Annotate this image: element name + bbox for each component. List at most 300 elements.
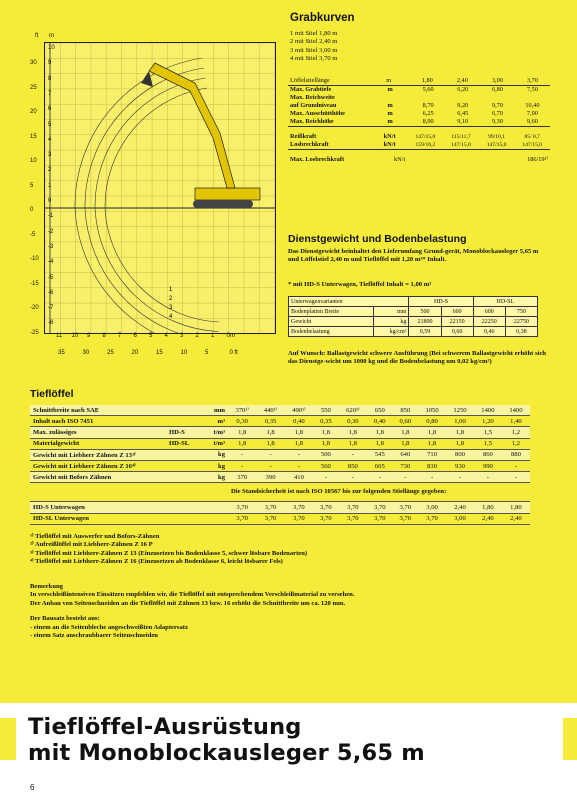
x-m-tick-label: 6	[133, 333, 137, 339]
weights-cell: 500	[409, 307, 441, 317]
weights-head-row	[289, 297, 538, 307]
grab-list	[290, 30, 337, 63]
bemerkung	[30, 583, 550, 640]
ft-tick-label: -5	[30, 231, 36, 238]
weights-cell: 0,38	[505, 327, 537, 337]
x-m-tick-label: 9	[87, 333, 91, 339]
tief-value: 550	[313, 405, 339, 416]
weights-cell: Bodenbelastung	[289, 327, 374, 337]
spec-value: 5,60	[422, 86, 434, 93]
tief-value: 640	[393, 449, 419, 460]
spec-value	[515, 94, 550, 102]
tief-stab-row	[30, 502, 530, 513]
footnote: ⁴⁾ Tieflöffel mit Liebherr-Zähnen Z 16 (Einzusetzen ab Bodenklasse 6, leicht lösbarer Fels)	[30, 558, 283, 566]
weights-cell: 0,59	[409, 327, 441, 337]
tief-stab-value: 3,70	[256, 502, 284, 513]
weights-cell: 750	[505, 307, 537, 317]
x-m-tick-label: 0m	[226, 333, 235, 339]
tief-unit: t/m³	[200, 438, 228, 449]
m-tick-label: 5	[48, 121, 52, 128]
tief-stab-value: 3,70	[339, 513, 367, 524]
tief-row	[30, 416, 530, 427]
tief-value: 1,8	[228, 438, 256, 449]
tief-value: 1,8	[418, 427, 446, 438]
tief-stab-value: 1,80	[474, 502, 502, 513]
footnotes	[30, 533, 550, 567]
tief-row	[30, 460, 530, 471]
tief-value: 1,8	[256, 438, 284, 449]
x-m-tick-label: 8	[102, 333, 106, 339]
tief-stab-value: 2,40	[446, 502, 474, 513]
tief-value: 1,40	[502, 416, 530, 427]
excavator-tracks	[193, 200, 253, 208]
ft-tick-label: 5	[30, 182, 34, 189]
curve-label: 1	[169, 287, 173, 293]
spec-unit: m	[387, 110, 393, 117]
tief-label: Gewicht mit Bofors Zähnen	[30, 472, 166, 483]
spec-row	[288, 94, 550, 102]
tief-value: 1,8	[367, 427, 393, 438]
tief-value: 545	[367, 449, 393, 460]
spec-rows-table	[288, 86, 550, 127]
max-losbrech-value: 186/19²⁾	[527, 156, 548, 163]
spec-value: 7,00	[526, 110, 538, 117]
grab-curves-chart	[44, 42, 276, 334]
tief-value: 370	[228, 472, 256, 483]
bausatz-title: Der Bausatz besteht aus:	[30, 615, 100, 623]
tief-value: 1,8	[446, 427, 474, 438]
weights-cell: 21800	[409, 317, 441, 327]
grab-item: 3 mit Stiel 3,00 m	[290, 46, 338, 54]
tief-stab-label: HD-S Unterwagen	[30, 502, 228, 513]
tief-value: 1,8	[285, 427, 313, 438]
tief-value: 1,2	[502, 438, 530, 449]
spec-row	[288, 110, 550, 118]
spec-label: Max. Reichweite	[290, 94, 335, 101]
x-ft-tick-label: 25	[107, 350, 114, 356]
curve-label: 2	[169, 296, 173, 302]
ft-tick-label: -10	[30, 256, 39, 262]
spec-value	[480, 94, 515, 102]
weights-cell: 0,46	[473, 327, 505, 337]
spec-value: 9,10	[457, 118, 469, 125]
bemerkung-title: Bemerkung	[30, 583, 63, 590]
tief-unit: mm	[200, 405, 228, 416]
tief-sub	[166, 405, 200, 416]
tief-value: -	[502, 472, 530, 483]
tief-value: 1400	[474, 405, 502, 416]
tief-unit: m³	[200, 416, 228, 427]
tief-value: 410	[285, 472, 313, 483]
footnote: ³⁾ Tieflöffel mit Liebherr-Zähnen Z 13 (Einzusetzen bis Bodenklasse 5, schwer lösbare Bodenarten)	[30, 549, 308, 557]
spec-unit	[386, 94, 411, 102]
tief-value: -	[393, 472, 419, 483]
x-m-tick-label: 2	[195, 333, 199, 339]
ft-tick-label: -25	[30, 329, 39, 336]
spec-block	[288, 77, 550, 164]
tief-value: 710	[418, 449, 446, 460]
chart-canvas	[45, 43, 275, 333]
dienst-text: Das Dienstgewicht beinhaltet den Lieferumfang Grund-gerät, Monoblockausleger 5,65 m und Löffelstiel 2,40 m und Tieflöffel mit 1,20 m³* Inhalt.	[288, 248, 539, 263]
tief-sub: HD-SL	[166, 438, 200, 449]
force-rows-table	[288, 133, 550, 150]
ft-tick-label: 20	[30, 109, 37, 115]
ft-tick-label: 15	[30, 133, 37, 140]
force-value: 147/15,0	[522, 142, 543, 148]
page-title-line1: Tieflöffel-Ausrüstung	[28, 714, 302, 740]
page-title	[28, 714, 425, 766]
force-value: 85/ 8,7	[524, 134, 540, 140]
tief-stability-text: Die Standsicherheit ist nach ISO 10567 bis zur folgenden Stiellänge gegeben:	[228, 483, 530, 502]
weights-row	[289, 307, 538, 317]
bemerkung-line: Der Anbau von Seitenschneiden an die Tieflöffel mit Zähnen 13 bzw. 16 erhöht die Schnittbreite um ca. 120 mm.	[30, 599, 346, 607]
page-title-line2: mit Monoblockausleger 5,65 m	[28, 740, 425, 766]
spec-label: auf Grundniveau	[290, 102, 337, 109]
tief-stab-value: 3,70	[367, 513, 393, 524]
excavator-body	[195, 188, 260, 200]
dienst-wunsch: Auf Wunsch: Ballastgewicht schwere Ausführung (Bei schwerem Ballastgewicht erhöht sich das Dienstge-wicht um 1000 kg und die Bodenbelastung um 0,02 kg/cm²)	[288, 350, 546, 365]
weights-cell: 0,60	[441, 327, 473, 337]
tief-stab-value: 3,70	[285, 513, 313, 524]
tief-stab-value: 3,70	[393, 513, 419, 524]
max-losbrech-label: Max. Losbrechkraft	[290, 156, 345, 163]
tief-value: 1,8	[418, 438, 446, 449]
tief-value: -	[502, 460, 530, 471]
tief-stab-row	[30, 513, 530, 524]
tief-value: -	[313, 472, 339, 483]
tief-value: 880	[502, 449, 530, 460]
ft-axis-label: ft	[35, 33, 39, 39]
tief-value: -	[285, 449, 313, 460]
spec-unit: m	[387, 118, 393, 125]
tief-value: 1,2	[502, 427, 530, 438]
tief-value: 1,5	[474, 438, 502, 449]
tief-value: 0,80	[418, 416, 446, 427]
tief-value: 390	[256, 472, 284, 483]
tief-stability-spacer	[30, 483, 228, 502]
tief-label: Inhalt nach ISO 7451	[30, 416, 166, 427]
spec-value: 6,80	[491, 86, 503, 93]
tief-value: 850	[393, 405, 419, 416]
ft-tick-label: 30	[30, 60, 37, 66]
dienst-note: * mit HD-S Unterwagen, Tieflöffel Inhalt = 1,00 m³	[288, 281, 432, 288]
weights-table	[288, 296, 538, 337]
weights-row	[289, 327, 538, 337]
spec-unit: m	[386, 77, 392, 84]
tief-label: Max. zulässiges	[30, 427, 166, 438]
grab-item: 4 mit Stiel 3,70 m	[290, 54, 338, 62]
tief-row	[30, 405, 530, 416]
m-tick-label: 3	[48, 152, 52, 159]
spec-value: 6,70	[491, 110, 503, 117]
tief-value: -	[446, 472, 474, 483]
spec-value: 9,20	[457, 102, 469, 109]
tief-value: 1,8	[367, 438, 393, 449]
x-m-tick-label: 4	[164, 333, 168, 339]
left-accent-bar	[0, 718, 16, 760]
weights-cell: 22250	[473, 317, 505, 327]
spec-label: Löffelstiellänge	[290, 77, 330, 84]
tief-value: 1,20	[474, 416, 502, 427]
grab-item: 1 mit Stiel 1,80 m	[290, 30, 338, 37]
force-row	[288, 141, 550, 150]
tief-value: 650	[367, 405, 393, 416]
tief-label: Gewicht mit Liebherr Zähnen Z 13³⁾	[30, 449, 166, 460]
force-value: 147/15,0	[415, 134, 436, 140]
tief-label: Materialgewicht	[30, 438, 166, 449]
spec-value: 10,40	[525, 102, 540, 109]
tief-value: 0,30	[339, 416, 367, 427]
weights-cell: 22750	[505, 317, 537, 327]
tief-stab-value: 2,40	[474, 513, 502, 524]
m-tick-label: -8	[48, 320, 54, 327]
m-tick-label: -6	[48, 289, 54, 296]
spec-value: 3,70	[526, 77, 538, 84]
footnote: ²⁾ Aufreißlöffel mit Liebherr-Zähnen Z 16 P	[30, 541, 153, 549]
tief-sub	[166, 472, 200, 483]
spec-value: 6,25	[422, 110, 434, 117]
tief-value: 1250	[446, 405, 474, 416]
force-unit: kN/t	[383, 133, 396, 140]
tief-label: Gewicht mit Liebherr Zähnen Z 16⁴⁾	[30, 460, 166, 471]
tief-value: 1,8	[285, 438, 313, 449]
tief-value: -	[256, 460, 284, 471]
x-m-tick-label: 1	[211, 333, 215, 339]
ft-tick-label: 0	[30, 207, 34, 213]
spec-value: 3,00	[491, 77, 503, 84]
tief-value: -	[367, 472, 393, 483]
tief-unit: kg	[200, 472, 228, 483]
tief-value: 1,8	[313, 427, 339, 438]
tief-value: 0,35	[313, 416, 339, 427]
x-ft-tick-label: 15	[156, 350, 163, 356]
m-tick-label: -3	[48, 243, 54, 250]
ft-tick-label: 25	[30, 84, 37, 91]
tief-stab-value: 3,70	[256, 513, 284, 524]
spec-header-table	[288, 77, 550, 86]
tief-sub	[166, 460, 200, 471]
m-axis-label: m	[49, 33, 54, 39]
tief-value: 730	[393, 460, 419, 471]
tief-stab-value: 2,40	[502, 513, 530, 524]
tief-stab-value: 1,80	[502, 502, 530, 513]
spec-value: 9,30	[491, 118, 503, 125]
m-tick-label: 2	[48, 167, 52, 174]
tief-value: 930	[446, 460, 474, 471]
x-ft-tick-label: 10	[180, 350, 188, 356]
spec-label: Max. Grabtiefe	[290, 86, 332, 93]
tief-label: Schnittbreite nach SAE	[30, 405, 166, 416]
tief-value: -	[339, 472, 367, 483]
tief-value: 1,8	[393, 438, 419, 449]
spec-unit: m	[387, 102, 393, 109]
tief-value: 1,8	[339, 438, 367, 449]
x-ft-tick-label: 20	[131, 350, 139, 356]
dienst-title: Dienstgewicht und Bodenbelastung	[288, 233, 467, 245]
tief-value: 605	[367, 460, 393, 471]
tief-value: -	[256, 449, 284, 460]
tief-stab-value: 3,70	[228, 502, 256, 513]
footnote: ¹⁾ Tieflöffel mit Auswerfer und Bofors-Zähnen	[30, 533, 160, 540]
tief-row	[30, 449, 530, 460]
ft-tick-label: -20	[30, 305, 39, 311]
weights-cell: 22150	[441, 317, 473, 327]
force-value: 147/15,0	[451, 142, 471, 148]
force-value: 159/16,2	[415, 142, 436, 148]
m-tick-label: 1	[48, 182, 52, 189]
weights-head-hds: HD-S	[409, 297, 473, 307]
tief-stab-value: 3,70	[313, 502, 339, 513]
weights-cell: 600	[473, 307, 505, 317]
tief-value: 1050	[418, 405, 446, 416]
grab-title: Grabkurven	[290, 12, 355, 24]
m-tick-label: 8	[48, 75, 52, 82]
tief-value: 0,40	[285, 416, 313, 427]
tief-value: 860	[474, 449, 502, 460]
x-m-tick-label: 10	[71, 333, 79, 339]
spec-label: Max. Ausschütthöhe	[290, 110, 345, 117]
bausatz-item: - einem Satz anschraubbarer Seitenschneiden	[30, 632, 158, 640]
tief-value: 850	[339, 460, 367, 471]
force-unit: kN/t	[383, 141, 396, 148]
weights-cell: kg	[374, 317, 409, 327]
tief-value: -	[228, 460, 256, 471]
m-tick-label: 10	[48, 45, 55, 51]
m-tick-label: 7	[48, 90, 52, 97]
weights-cell: Gewicht	[289, 317, 374, 327]
tief-stability-row	[30, 483, 530, 502]
m-tick-label: -4	[48, 259, 54, 266]
tief-value: 0,40	[367, 416, 393, 427]
tief-stab-value: 3,70	[285, 502, 313, 513]
spec-value: 1,80	[421, 77, 433, 84]
tief-value: 0,60	[393, 416, 419, 427]
force-value: 115/11,7	[451, 134, 471, 140]
m-tick-label: 4	[48, 136, 52, 143]
right-accent-bar	[563, 718, 577, 760]
spec-value: 8,70	[422, 102, 434, 109]
spec-value: 6,20	[457, 86, 469, 93]
tief-value: 500	[313, 449, 339, 460]
tief-value: 1,00	[446, 416, 474, 427]
tief-sub	[166, 449, 200, 460]
tief-value: 370¹⁾	[228, 405, 256, 416]
m-tick-label: -1	[48, 213, 54, 220]
x-m-tick-label: 7	[118, 333, 122, 339]
tief-value: 490¹⁾	[285, 405, 313, 416]
weights-cell: kg/cm²	[374, 327, 409, 337]
force-value: 147/15,0	[486, 142, 507, 148]
ft-tick-label: 10	[30, 158, 37, 164]
tief-stab-value: 3,00	[418, 502, 446, 513]
m-tick-label: -5	[48, 274, 54, 281]
m-tick-label: 0	[48, 198, 52, 204]
force-row	[288, 133, 550, 141]
spec-value	[445, 94, 480, 102]
tief-value: 0,35	[256, 416, 284, 427]
tief-value: 1,5	[474, 427, 502, 438]
x-m-tick-label: 5	[149, 333, 153, 339]
tief-value: -	[285, 460, 313, 471]
tief-stab-value: 3,70	[228, 513, 256, 524]
weights-cell: 600	[441, 307, 473, 317]
x-m-tick-label: 3	[180, 333, 184, 339]
spec-row	[288, 118, 550, 127]
x-ft-tick-label: 0 ft	[229, 350, 238, 356]
tief-value: 1,8	[313, 438, 339, 449]
tief-value: 800	[446, 449, 474, 460]
max-losbrech-unit: kN/t	[394, 156, 406, 163]
tief-stab-value: 3,70	[418, 513, 446, 524]
tief-stab-value: 3,70	[339, 502, 367, 513]
spec-value	[411, 94, 446, 102]
m-tick-label: 9	[48, 60, 52, 67]
tief-value: 1,8	[393, 427, 419, 438]
grab-item: 2 mit Stiel 2,40 m	[290, 38, 338, 46]
spec-value: 9,60	[526, 118, 538, 125]
spec-unit: m	[387, 86, 393, 93]
spec-value: 7,50	[526, 86, 538, 93]
bemerkung-line: In verschleißintensiven Einsätzen empfehlen wir, die Tieflöffel mit entsprechendem Verschleißmaterial zu versehen.	[30, 591, 355, 599]
tief-value: 1,8	[256, 427, 284, 438]
bausatz-item: - einem an die Seitenbleche angeschweißten Adaptersatz	[30, 623, 188, 631]
tief-sub: HD-S	[166, 427, 200, 438]
force-label: Reißkraft	[290, 133, 317, 140]
weights-head-hdsl: HD-SL	[473, 297, 537, 307]
tief-value: 0,30	[228, 416, 256, 427]
tief-value: 990	[474, 460, 502, 471]
weights-cell: mm	[374, 307, 409, 317]
spec-value: 9,70	[491, 102, 503, 109]
tief-value: -	[474, 472, 502, 483]
tief-row	[30, 472, 530, 483]
m-tick-label: 6	[48, 106, 52, 113]
tief-value: 440¹⁾	[256, 405, 284, 416]
spec-label: Max. Reichhöhe	[290, 118, 334, 125]
force-value: 99/10,1	[488, 134, 506, 140]
m-tick-label: -2	[48, 228, 54, 235]
tief-sub	[166, 416, 200, 427]
x-ft-tick-label: 30	[82, 350, 90, 356]
x-m-tick-label: 11	[56, 333, 63, 339]
tief-value: 1,8	[446, 438, 474, 449]
force-label: Losbrechkraft	[290, 141, 329, 148]
weights-head-label: Unterwagenvarianten	[289, 297, 409, 307]
tief-title: Tieflöffel	[30, 388, 74, 400]
ft-tick-label: -15	[30, 280, 39, 287]
tief-value: -	[418, 472, 446, 483]
tief-table	[30, 405, 530, 525]
tief-unit: kg	[200, 449, 228, 460]
x-ft-tick-label: 35	[58, 350, 65, 356]
weights-row	[289, 317, 538, 327]
tief-stab-value: 3,70	[313, 513, 339, 524]
m-tick-label: -7	[48, 305, 54, 312]
tief-value: 620²⁾	[339, 405, 367, 416]
tief-stab-value: 3,70	[367, 502, 393, 513]
tief-value: -	[228, 449, 256, 460]
tief-value: 1,8	[339, 427, 367, 438]
tief-value: 830	[418, 460, 446, 471]
tief-stab-value: 3,00	[446, 513, 474, 524]
tief-value: 1,8	[228, 427, 256, 438]
x-ft-tick-label: 5	[205, 350, 209, 356]
spec-row	[288, 102, 550, 110]
spec-value: 2,40	[456, 77, 468, 84]
spec-value: 8,90	[422, 118, 434, 125]
tief-value: 560	[313, 460, 339, 471]
tief-unit: t/m³	[200, 427, 228, 438]
